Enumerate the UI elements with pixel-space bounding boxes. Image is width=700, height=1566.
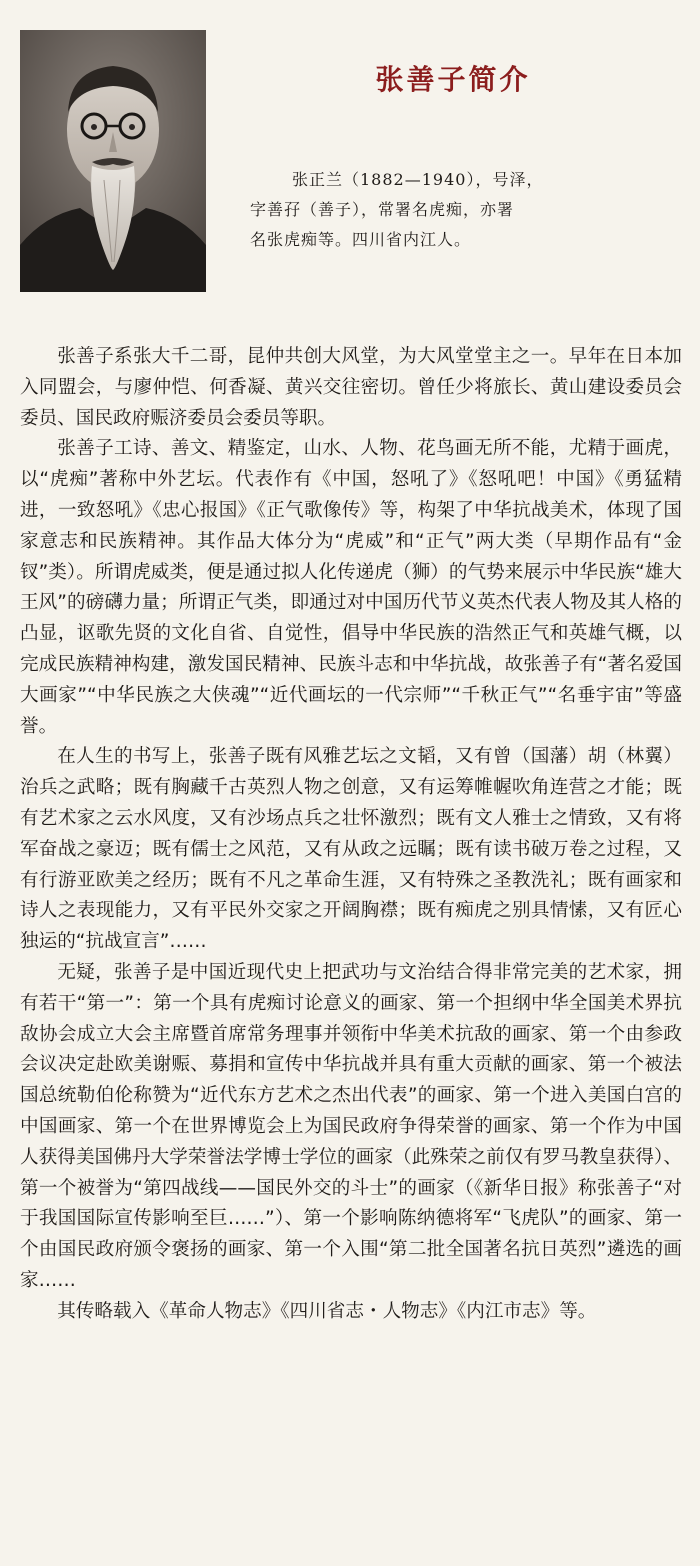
paragraph: 张善子工诗、善文、精鉴定，山水、人物、花鸟画无所不能，尤精于画虎，以“虎痴”著称中外艺坛。代表作有《中国，怒吼了》《怒吼吧！中国》《勇猛精进，一致怒吼》《忠心报国》《正气歌像传》等，构架了中华抗战美术，体现了国家意志和民族精神。其作品大体分为“虎威”和“正气”两大类（早期作品有“金钗”类）。所谓虎威类，便是通过拟人化传递虎（狮）的气势来展示中华民族“雄大王风”的磅礴力量；所谓正气类，即通过对中国历代节义英杰代表人物及其人格的凸显，讴歌先贤的文化自省、自觉性，倡导中华民族的浩然正气和英雄气概，以完成民族精神构建，激发国民精神、民族斗志和中华抗战，故张善子有“著名爱国大画家”“中华民族之大侠魂”“近代画坛的一代宗师”“千秋正气”“名垂宇宙”等盛誉。 [20,438,682,737]
paragraph: 无疑，张善子是中国近现代史上把武功与文治结合得非常完美的艺术家，拥有若干“第一”：第一个具有虎痴讨论意义的画家、第一个担纲中华全国美术界抗敌协会成立大会主席暨首席常务理事并领衔中华美术抗敌的画家、第一个由参政会议决定赴欧美谢赈、募捐和宣传中华抗战并具有重大贡献的画家、第一个被法国总统勒伯伦称赞为“近代东方艺术之杰出代表”的画家、第一个进入美国白宫的中国画家、第一个在世界博览会上为国民政府争得荣誉的画家、第一个作为中国人获得美国佛丹大学荣誉法学博士学位的画家（此殊荣之前仅有罗马教皇获得）、第一个被誉为“第四战线——国民外交的斗士”的画家（《新华日报》称张善子“对于我国国际宣传影响至巨……”）、第一个影响陈纳德将军“飞虎队”的画家、第一个由国民政府颁令褒扬的画家、第一个入围“第二批全国著名抗日英烈”遴选的画家…… [20,961,682,1291]
portrait-photo [20,30,206,292]
portrait-photo-icon [20,30,206,292]
page-title: 张善子简介 [375,63,531,96]
intro-line: 字善孖（善子），常署名虎痴，亦署 [250,200,515,219]
intro-line: 张正兰（1882—1940），号泽， [292,170,544,189]
paragraph: 张善子系张大千二哥，昆仲共创大风堂，为大风堂堂主之一。早年在日本加入同盟会，与廖仲恺、何香凝、黄兴交往密切。曾任少将旅长、黄山建设委员会委员、国民政府赈济委员会委员等职。 [20,346,682,429]
paragraph: 其传略载入《革命人物志》《四川省志・人物志》《内江市志》等。 [57,1300,597,1322]
intro-line: 名张虎痴等。四川省内江人。 [250,230,472,249]
intro-block [250,165,690,255]
paragraph: 在人生的书写上，张善子既有风雅艺坛之文韬，又有曾（国藩）胡（林翼）治兵之武略；既有胸藏千古英烈人物之创意，又有运筹帷幄吹角连营之才能；既有艺术家之云水风度，又有沙场点兵之壮怀激烈；既有文人雅士之情致，又有将军奋战之豪迈；既有儒士之风范，又有从政之远瞩；既有读书破万卷之过程，又有行游亚欧美之经历；既有不凡之革命生涯，又有特殊之圣教洗礼；既有画家和诗人之表现能力，又有平民外交家之开阔胸襟；既有痴虎之别具情愫，又有匠心独运的“抗战宣言”…… [20,746,682,953]
biography-body [20,342,682,1328]
